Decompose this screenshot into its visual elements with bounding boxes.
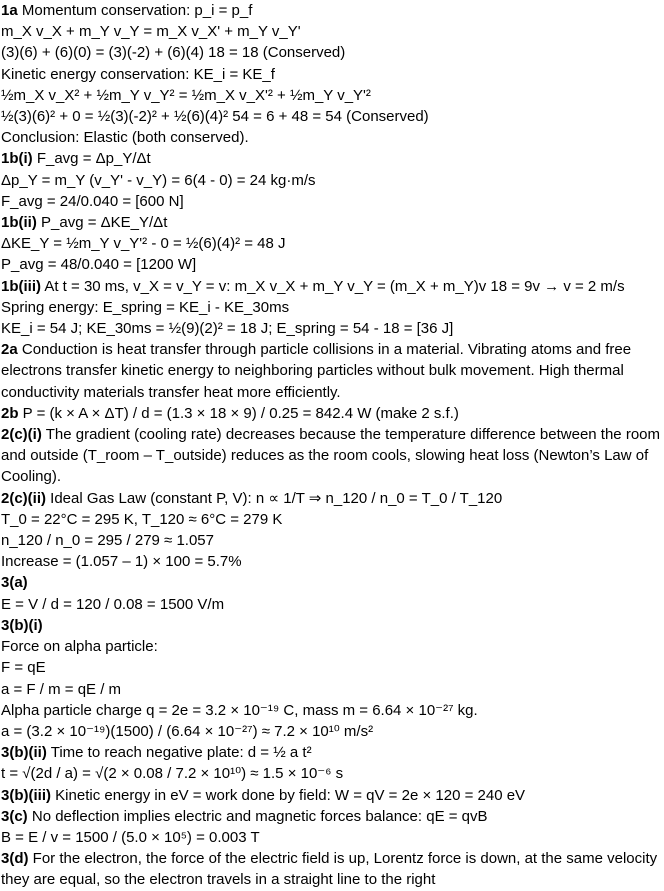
answer-line (1, 594, 664, 615)
answer-line (1, 170, 664, 191)
answer-text: F_avg = 24/0.040 = [600 N] (1, 192, 184, 210)
answer-line (1, 679, 664, 700)
answer-line (1, 106, 664, 127)
answer-text: P_avg = ΔKE_Y/Δt (36, 214, 168, 232)
answer-text: ΔKE_Y = ½m_Y v_Y'² - 0 = ½(6)(4)² = 48 J (1, 235, 286, 253)
answer-line (1, 551, 664, 572)
answer-text: For the electron, the force of the electric field is up, Lorentz force is down, at the same velocity they are equal, so the electron travels in a straight line to the right (1, 850, 658, 889)
answer-text: T_0 = 22°C = 295 K, T_120 ≈ 6°C = 279 K (1, 510, 283, 528)
answer-text: KE_i = 54 J; KE_30ms = ½(9)(2)² = 18 J; E_spring = 54 - 18 = [36 J] (1, 320, 454, 338)
answer-text: B = E / v = 1500 / (5.0 × 10⁵) = 0.003 T (1, 828, 260, 846)
question-number: 1a (1, 2, 18, 19)
answer-line (1, 424, 664, 488)
answer-text: (3)(6) + (6)(0) = (3)(-2) + (6)(4) 18 = 18 (Conserved) (1, 44, 346, 62)
answer-line (1, 42, 664, 63)
answer-line (1, 191, 664, 212)
question-number: 2(c)(i) (1, 426, 42, 444)
question-number: 2(c)(ii) (1, 489, 46, 507)
answer-line (1, 763, 664, 784)
answer-text: n_120 / n_0 = 295 / 279 ≈ 1.057 (1, 532, 214, 550)
answer-line (1, 742, 664, 763)
answer-text: Time to reach negative plate: d = ½ a t² (46, 744, 312, 762)
answer-line (1, 297, 664, 318)
answer-line (1, 657, 664, 678)
answer-text: Ideal Gas Law (constant P, V): n ∝ 1/T ⇒ n_120 / n_0 = T_0 / T_120 (46, 489, 503, 507)
answer-text: a = (3.2 × 10⁻¹⁹)(1500) / (6.64 × 10⁻²⁷) ≈ 7.2 × 10¹⁰ m/s² (1, 722, 374, 740)
question-number: 1b(iii) (1, 277, 41, 295)
question-number: 1b(ii) (1, 214, 37, 232)
answer-text: Momentum conservation: p_i = p_f (17, 2, 253, 19)
answer-line (1, 85, 664, 106)
question-number: 3(d) (1, 850, 29, 868)
answer-text: No deflection implies electric and magnetic forces balance: qE = qvB (27, 807, 488, 825)
question-number: 3(a) (1, 574, 28, 592)
answer-text: E = V / d = 120 / 0.08 = 1500 V/m (1, 595, 225, 613)
answer-line (1, 827, 664, 848)
answer-text: t = √(2d / a) = √(2 × 0.08 / 7.2 × 10¹⁰) ≈ 1.5 × 10⁻⁶ s (1, 765, 344, 783)
answer-line (1, 572, 664, 593)
question-number: 1b(i) (1, 150, 33, 168)
answer-line (1, 233, 664, 254)
answer-line (1, 212, 664, 233)
answer-text: m_X v_X + m_Y v_Y = m_X v_X' + m_Y v_Y' (1, 23, 301, 41)
answer-line (1, 0, 664, 21)
answer-text: Alpha particle charge q = 2e = 3.2 × 10⁻¹⁹ C, mass m = 6.64 × 10⁻²⁷ kg. (1, 701, 478, 719)
answer-text: Δp_Y = m_Y (v_Y' - v_Y) = 6(4 - 0) = 24 kg·m/s (1, 171, 316, 189)
answer-line (1, 488, 664, 509)
answer-text: a = F / m = qE / m (1, 680, 122, 698)
answer-line (1, 615, 664, 636)
answer-line (1, 806, 664, 827)
answer-text: Kinetic energy in eV = work done by field: W = qV = 2e × 120 = 240 eV (51, 786, 526, 804)
answer-text: Force on alpha particle: (1, 638, 158, 656)
answer-text: Conclusion: Elastic (both conserved). (1, 129, 249, 147)
answer-line (1, 254, 664, 275)
answer-line (1, 339, 664, 403)
answer-line (1, 276, 664, 297)
answer-line (1, 530, 664, 551)
question-number: 3(b)(ii) (1, 744, 47, 762)
answer-line (1, 509, 664, 530)
question-number: 2b (1, 404, 19, 422)
answer-text: The gradient (cooling rate) decreases because the temperature difference between the room and outside (T_room – T_outside) reduces as the room cools, slowing heat loss (Newton’s Law of Cooling). (1, 426, 660, 486)
answer-line (1, 21, 664, 42)
question-number: 3(c) (1, 807, 28, 825)
answer-line (1, 636, 664, 657)
answer-text: Spring energy: E_spring = KE_i - KE_30ms (1, 298, 290, 316)
answer-text: ½m_X v_X² + ½m_Y v_Y² = ½m_X v_X'² + ½m_Y v_Y'² (1, 86, 371, 104)
answer-line (1, 848, 664, 890)
answer-text: ½(3)(6)² + 0 = ½(3)(-2)² + ½(6)(4)² 54 = 6 + 48 = 54 (Conserved) (1, 108, 429, 126)
answer-text: F_avg = Δp_Y/Δt (32, 150, 151, 168)
answer-line (1, 700, 664, 721)
answer-line (1, 785, 664, 806)
answer-text: Kinetic energy conservation: KE_i = KE_f (1, 65, 275, 83)
answer-line (1, 64, 664, 85)
answer-text: F = qE (1, 659, 46, 677)
answer-line (1, 403, 664, 424)
question-number: 2a (1, 341, 18, 359)
answer-line (1, 148, 664, 169)
answer-text: P_avg = 48/0.040 = [1200 W] (1, 256, 197, 274)
question-number: 3(b)(i) (1, 616, 43, 634)
answer-line (1, 721, 664, 742)
answer-line (1, 318, 664, 339)
answer-text: At t = 30 ms, v_X = v_Y = v: m_X v_X + m_Y v_Y = (m_X + m_Y)v 18 = 9v → v = 2 m/s (41, 277, 625, 295)
answer-text: Increase = (1.057 – 1) × 100 = 5.7% (1, 553, 242, 571)
answer-text: P = (k × A × ΔT) / d = (1.3 × 18 × 9) / 0.25 = 842.4 W (make 2 s.f.) (18, 404, 459, 422)
answer-text: Conduction is heat transfer through particle collisions in a material. Vibrating atoms and free electrons transfer kinetic energy to neighboring particles without bulk movement. High thermal conductivity materials transfer heat more efficiently. (1, 341, 632, 401)
answer-line (1, 127, 664, 148)
question-number: 3(b)(iii) (1, 786, 51, 804)
